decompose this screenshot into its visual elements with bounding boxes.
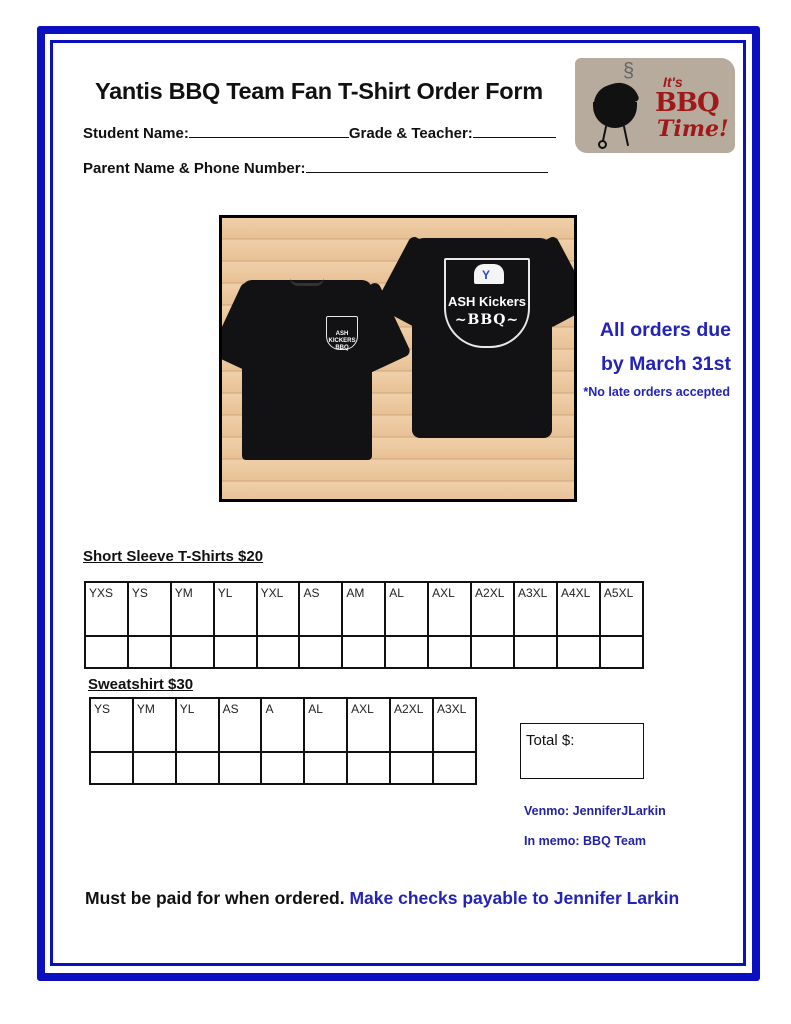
parent-info-row <box>83 159 548 177</box>
quantity-cell[interactable] <box>514 636 557 668</box>
back-emblem <box>444 258 530 348</box>
size-cell: A3XL <box>433 698 476 752</box>
logo-text-its: It's <box>663 74 683 90</box>
quantity-cell[interactable] <box>171 636 214 668</box>
emblem-subtitle: ~BBQ~ <box>454 312 520 328</box>
size-cell: A2XL <box>471 582 514 636</box>
deadline-line-1: All orders due <box>599 319 731 341</box>
size-cell: YXS <box>85 582 128 636</box>
check-payable-note: Make checks payable to Jennifer Larkin <box>349 888 680 908</box>
front-emblem: ASH KICKERS BBQ <box>326 316 358 350</box>
grill-icon <box>593 102 637 128</box>
payment-footer <box>85 888 679 909</box>
short-sleeve-size-table <box>84 581 644 669</box>
quantity-cell[interactable] <box>128 636 171 668</box>
size-cell: A5XL <box>600 582 643 636</box>
logo-text-time: Time! <box>657 116 729 142</box>
total-field[interactable] <box>520 723 644 779</box>
size-cell: YM <box>171 582 214 636</box>
grill-leg <box>623 126 629 146</box>
size-cell: YS <box>90 698 133 752</box>
quantity-cell[interactable] <box>342 636 385 668</box>
student-info-row <box>83 124 556 142</box>
size-cell: A4XL <box>557 582 600 636</box>
quantity-cell[interactable] <box>471 636 514 668</box>
quantity-row <box>85 636 643 668</box>
size-cell: YXL <box>257 582 300 636</box>
size-cell: AS <box>219 698 262 752</box>
short-sleeve-title: Short Sleeve T-Shirts $20 <box>83 548 264 565</box>
quantity-cell[interactable] <box>433 752 476 784</box>
size-cell: AL <box>385 582 428 636</box>
quantity-cell[interactable] <box>299 636 342 668</box>
quantity-cell[interactable] <box>261 752 304 784</box>
sweatshirt-size-table <box>89 697 477 785</box>
quantity-cell[interactable] <box>347 752 390 784</box>
venmo-info: Venmo: JenniferJLarkin <box>524 804 666 818</box>
grade-teacher-field[interactable] <box>473 124 556 138</box>
quantity-cell[interactable] <box>385 636 428 668</box>
bbq-time-logo <box>575 58 735 153</box>
size-cell: A <box>261 698 304 752</box>
quantity-cell[interactable] <box>219 752 262 784</box>
payment-requirement: Must be paid for when ordered. <box>85 888 350 908</box>
logo-text-bbq: BBQ <box>655 88 719 118</box>
sweatshirt-title: Sweatshirt $30 <box>88 676 194 693</box>
size-cell: A3XL <box>514 582 557 636</box>
student-name-label: Student Name: <box>83 125 189 142</box>
quantity-cell[interactable] <box>257 636 300 668</box>
size-cell: AXL <box>347 698 390 752</box>
quantity-cell[interactable] <box>90 752 133 784</box>
emblem-title: ASH Kickers <box>447 294 527 309</box>
size-cell: AXL <box>428 582 471 636</box>
parent-name-phone-label: Parent Name & Phone Number: <box>83 160 306 177</box>
smoke-icon: § <box>623 60 635 82</box>
student-name-field[interactable] <box>189 124 349 138</box>
tshirt-photo <box>219 215 577 502</box>
size-cell: YL <box>176 698 219 752</box>
grade-teacher-label: Grade & Teacher: <box>348 125 473 142</box>
quantity-cell[interactable] <box>428 636 471 668</box>
shirt-collar <box>290 278 324 286</box>
tshirt-front <box>242 280 372 460</box>
size-cell: YS <box>128 582 171 636</box>
size-cell: YL <box>214 582 257 636</box>
size-cell: AL <box>304 698 347 752</box>
quantity-cell[interactable] <box>557 636 600 668</box>
deadline-note: *No late orders accepted <box>583 385 730 399</box>
deadline-line-2: by March 31st <box>600 353 731 375</box>
quantity-cell[interactable] <box>600 636 643 668</box>
grill-wheel <box>598 140 607 149</box>
total-label: Total $: <box>526 732 575 749</box>
size-header-row <box>85 582 643 636</box>
emblem-letter: Y <box>482 268 491 282</box>
size-header-row <box>90 698 476 752</box>
size-cell: A2XL <box>390 698 433 752</box>
size-cell: AM <box>342 582 385 636</box>
quantity-cell[interactable] <box>304 752 347 784</box>
quantity-cell[interactable] <box>133 752 176 784</box>
quantity-cell[interactable] <box>214 636 257 668</box>
quantity-cell[interactable] <box>390 752 433 784</box>
memo-info: In memo: BBQ Team <box>524 834 647 848</box>
form-title: Yantis BBQ Team Fan T-Shirt Order Form <box>95 78 543 104</box>
quantity-cell[interactable] <box>176 752 219 784</box>
parent-name-phone-field[interactable] <box>306 159 548 173</box>
quantity-row <box>90 752 476 784</box>
quantity-cell[interactable] <box>85 636 128 668</box>
size-cell: YM <box>133 698 176 752</box>
size-cell: AS <box>299 582 342 636</box>
page-border-inner <box>50 40 746 966</box>
